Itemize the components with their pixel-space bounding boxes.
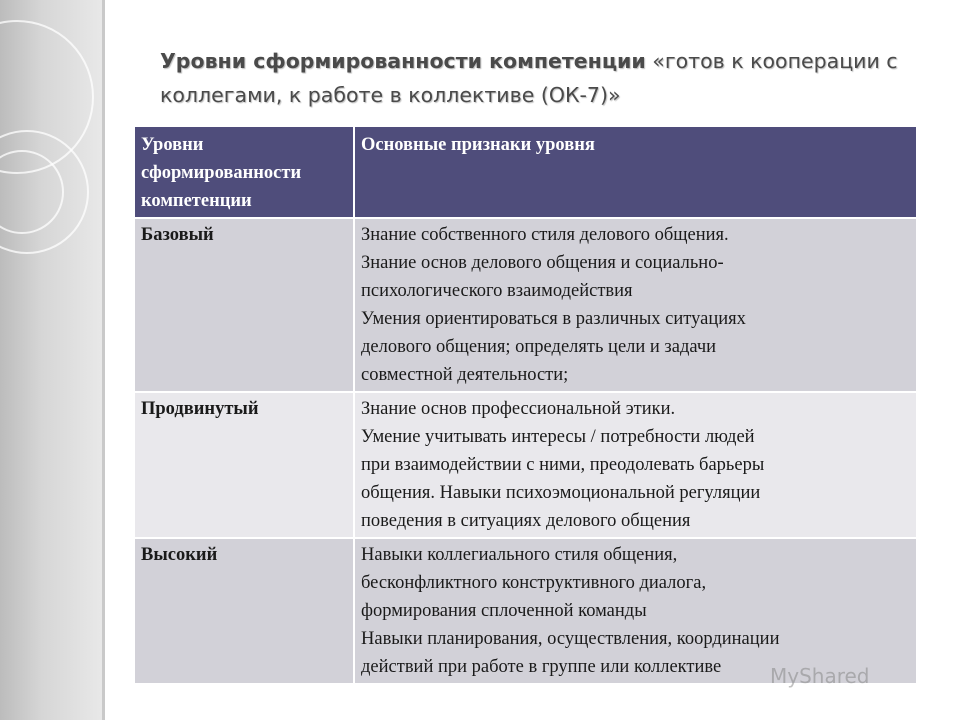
feature-line: формирования сплоченной команды: [361, 601, 647, 621]
feature-line: Знание основ делового общения и социально-: [361, 253, 724, 273]
table-row-basic: [134, 218, 917, 392]
feature-line: бесконфликтного конструктивного диалога,: [361, 573, 707, 593]
watermark: MyShared: [770, 664, 870, 688]
header-features: Основные признаки уровня: [354, 126, 917, 218]
feature-line: Навыки планирования, осуществления, координации: [361, 629, 780, 649]
slide-title: [160, 44, 930, 112]
feature-line: Умения ориентироваться в различных ситуациях: [361, 309, 746, 329]
table-row-advanced: [134, 392, 917, 538]
header-levels: Уровни сформированности компетенции: [134, 126, 354, 218]
feature-line: делового общения; определять цели и задачи: [361, 337, 717, 357]
feature-line: общения. Навыки психоэмоциональной регуляции: [361, 483, 761, 503]
feature-line: Знание основ профессиональной этики.: [361, 399, 676, 419]
feature-line: поведения в ситуациях делового общения: [361, 511, 691, 531]
level-name: Продвинутый: [134, 392, 354, 538]
table-header-row: [134, 126, 917, 218]
level-features: [354, 538, 917, 684]
level-name: Высокий: [134, 538, 354, 684]
competence-levels-table: [133, 125, 918, 685]
feature-line: Умение учитывать интересы / потребности людей: [361, 427, 755, 447]
feature-line: действий при работе в группе или коллективе: [361, 657, 722, 677]
level-features: [354, 392, 917, 538]
feature-line: психологического взаимодействия: [361, 281, 633, 301]
level-name: Базовый: [134, 218, 354, 392]
feature-line: при взаимодействии с ними, преодолевать барьеры: [361, 455, 765, 475]
feature-line: Знание собственного стиля делового общения.: [361, 225, 729, 245]
table-row-high: [134, 538, 917, 684]
feature-line: Навыки коллегиального стиля общения,: [361, 545, 678, 565]
feature-line: совместной деятельности;: [361, 365, 569, 385]
decorative-left-panel: [0, 0, 105, 720]
slide-title-bold: Уровни сформированности компетенции: [160, 49, 646, 73]
decorative-stripe: [102, 0, 105, 720]
slide-title-rest: «готов к кооперации с коллегами, к работе в коллективе (ОК-7)»: [160, 49, 898, 107]
level-features: [354, 218, 917, 392]
